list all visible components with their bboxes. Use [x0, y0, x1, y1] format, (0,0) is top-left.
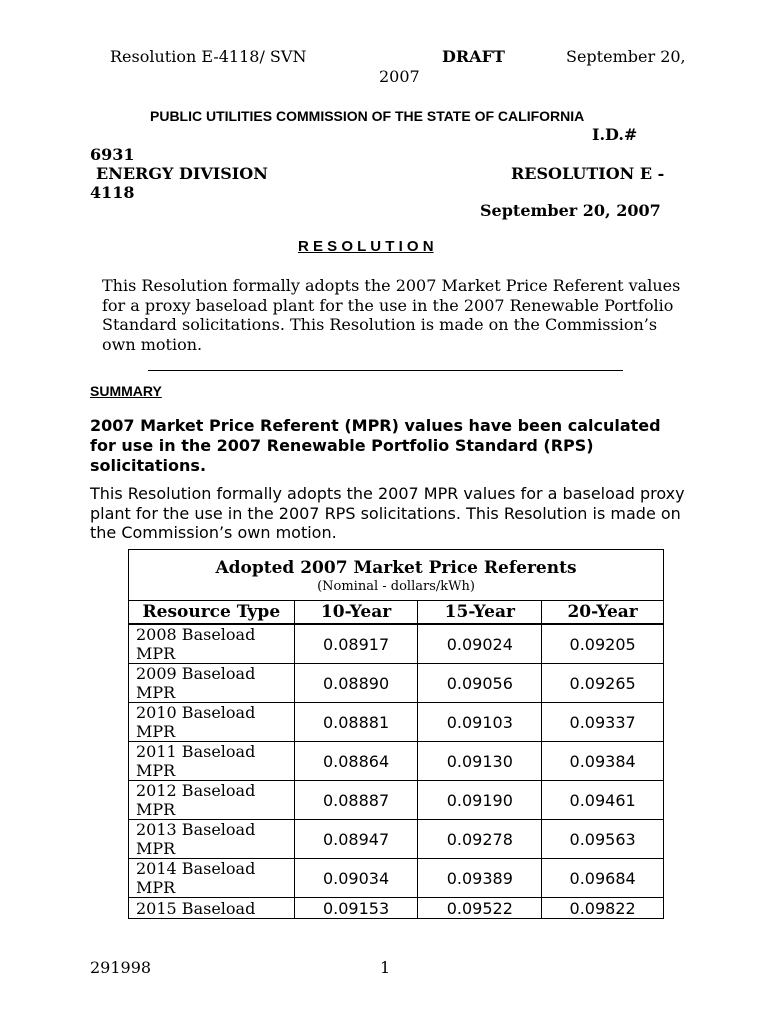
resolution-label: RESOLUTION E -	[511, 164, 665, 183]
value-15-year: 0.09522	[418, 898, 542, 919]
column-header-resource-type: Resource Type	[129, 601, 295, 625]
value-15-year: 0.09130	[418, 742, 542, 781]
table-row	[129, 703, 664, 742]
table-row	[129, 820, 664, 859]
table-row	[129, 664, 664, 703]
id-number: 6931	[90, 145, 135, 164]
value-15-year: 0.09056	[418, 664, 542, 703]
value-10-year: 0.08947	[294, 820, 418, 859]
agency-title: PUBLIC UTILITIES COMMISSION OF THE STATE OF CALIFORNIA	[150, 108, 585, 124]
resource-type-cell: 2011 Baseload MPR	[129, 742, 295, 781]
divider	[148, 370, 623, 371]
resource-type-cell: 2015 Baseload	[129, 898, 295, 919]
resolution-date: September 20, 2007	[480, 201, 661, 220]
table-subtitle: (Nominal - dollars/kWh)	[317, 579, 475, 594]
table-caption	[129, 550, 664, 601]
resolution-number: 4118	[90, 183, 135, 202]
value-20-year: 0.09265	[542, 664, 664, 703]
resource-type-cell: 2013 Baseload MPR	[129, 820, 295, 859]
table-row	[129, 742, 664, 781]
column-header-20-year: 20-Year	[542, 601, 664, 625]
header-date-part2: 2007	[379, 67, 420, 86]
value-20-year: 0.09563	[542, 820, 664, 859]
document-number: 291998	[90, 958, 152, 977]
value-10-year: 0.08887	[294, 781, 418, 820]
id-label: I.D.#	[592, 125, 638, 144]
value-15-year: 0.09278	[418, 820, 542, 859]
summary-bold-paragraph: 2007 Market Price Referent (MPR) values have been calculated for use in the 2007 Renewable Portfolio Standard (RPS) solicitations.	[90, 416, 661, 475]
value-20-year: 0.09461	[542, 781, 664, 820]
value-20-year: 0.09384	[542, 742, 664, 781]
value-15-year: 0.09389	[418, 859, 542, 898]
value-10-year: 0.08890	[294, 664, 418, 703]
value-10-year: 0.09153	[294, 898, 418, 919]
intro-paragraph: This Resolution formally adopts the 2007 Market Price Referent values for a proxy baseload plant for the use in the 2007 Renewable Portfolio Standard solicitations. This Resolution is made on the Commission’s own motion.	[102, 276, 681, 354]
table-row	[129, 781, 664, 820]
resource-type-cell: 2009 Baseload MPR	[129, 664, 295, 703]
table-row	[129, 624, 664, 664]
value-20-year: 0.09337	[542, 703, 664, 742]
column-header-15-year: 15-Year	[418, 601, 542, 625]
value-15-year: 0.09103	[418, 703, 542, 742]
summary-body-paragraph: This Resolution formally adopts the 2007 MPR values for a baseload proxy plant for the use in the 2007 RPS solicitations. This Resolution is made on the Commission’s own motion.	[90, 484, 685, 542]
table-title: Adopted 2007 Market Price Referents	[215, 558, 577, 578]
value-10-year: 0.09034	[294, 859, 418, 898]
summary-heading: SUMMARY	[90, 383, 162, 399]
page-number: 1	[380, 958, 391, 977]
draft-label: DRAFT	[442, 47, 505, 66]
column-header-10-year: 10-Year	[294, 601, 418, 625]
value-10-year: 0.08864	[294, 742, 418, 781]
resource-type-cell: 2012 Baseload MPR	[129, 781, 295, 820]
value-20-year: 0.09822	[542, 898, 664, 919]
table-row	[129, 898, 664, 919]
mpr-table	[128, 549, 664, 919]
resource-type-cell: 2014 Baseload MPR	[129, 859, 295, 898]
value-20-year: 0.09684	[542, 859, 664, 898]
header-date-part1: September 20,	[566, 47, 686, 66]
value-20-year: 0.09205	[542, 624, 664, 664]
value-15-year: 0.09190	[418, 781, 542, 820]
resolution-heading: R E S O L U T I O N	[298, 238, 434, 255]
resolution-reference: Resolution E-4118/ SVN	[110, 47, 307, 66]
value-15-year: 0.09024	[418, 624, 542, 664]
value-10-year: 0.08917	[294, 624, 418, 664]
table-row	[129, 859, 664, 898]
value-10-year: 0.08881	[294, 703, 418, 742]
division-label: ENERGY DIVISION	[96, 164, 268, 183]
resource-type-cell: 2010 Baseload MPR	[129, 703, 295, 742]
resource-type-cell: 2008 Baseload MPR	[129, 624, 295, 664]
